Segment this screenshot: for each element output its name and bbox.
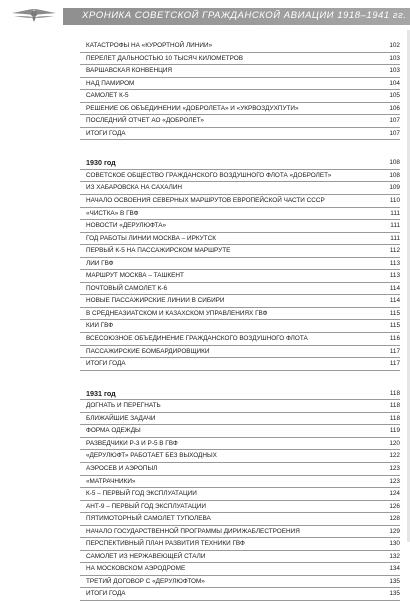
toc-entry	[80, 182, 400, 195]
toc-entry	[80, 270, 400, 283]
toc-entry-page: 115	[389, 322, 400, 330]
toc-entry-title: КИИ ГВФ	[86, 322, 114, 330]
toc-entry-title: «МАТРАЧНИКИ»	[86, 477, 136, 485]
toc-entry	[80, 40, 400, 53]
toc-entry	[80, 283, 400, 296]
toc-entry-page: 107	[389, 129, 400, 137]
toc-entry	[80, 53, 400, 66]
toc-entry-title: МАРШРУТ МОСКВА – ТАШКЕНТ	[86, 272, 184, 280]
toc-entry	[80, 308, 400, 321]
toc-entry-title: ИТОГИ ГОДА	[86, 590, 126, 598]
toc-entry-title: АЭРОСЕВ И АЭРОПЫЛ	[86, 464, 158, 472]
toc-entry-page: 107	[389, 117, 400, 125]
toc-entry-page: 124	[389, 490, 400, 498]
toc-entry-title: НОВОСТИ «ДЕРУЛЮФТА»	[86, 222, 167, 230]
toc-entry-title: БЛИЖАЙШИЕ ЗАДАЧИ	[86, 414, 156, 422]
toc-entry-title: ГОД РАБОТЫ ЛИНИИ МОСКВА – ИРКУТСК	[86, 234, 216, 242]
toc-entry-title: НАЧАЛО ГОСУДАРСТВЕННОЙ ПРОГРАММЫ ДИРИЖАБЛЕСТРОЕНИЯ	[86, 527, 300, 535]
toc-entry-title: ВСЕСОЮЗНОЕ ОБЪЕДИНЕНИЕ ГРАЖДАНСКОГО ВОЗДУШНОГО ФЛОТА	[86, 335, 308, 343]
toc-entry-title: РАЗВЕДЧИКИ Р-3 И Р-5 В ГВФ	[86, 439, 178, 447]
toc-entry-title: НАД ПАМИРОМ	[86, 79, 135, 87]
toc-entry	[80, 295, 400, 308]
toc-entry	[80, 65, 400, 78]
toc-entry	[80, 501, 400, 514]
toc-entry-page: 115	[389, 309, 400, 317]
toc-entry-title: ПОЧТОВЫЙ САМОЛЕТ К-6	[86, 284, 168, 292]
toc-entry-page: 113	[389, 259, 400, 267]
toc-entry-page: 113	[389, 272, 400, 280]
toc-entry	[80, 220, 400, 233]
toc-entry-page: 123	[389, 464, 400, 472]
toc-entry-page: 105	[389, 92, 400, 100]
toc-entry-title: ПЯТИМОТОРНЫЙ САМОЛЕТ ТУПОЛЕВА	[86, 515, 211, 523]
toc-entry-title: ИТОГИ ГОДА	[86, 360, 126, 368]
toc-entry-title: ПЕРСПЕКТИВНЫЙ ПЛАН РАЗВИТИЯ ТЕХНИКИ ГВФ	[86, 540, 245, 548]
toc-entry	[80, 538, 400, 551]
toc-entry-page: 128	[389, 515, 400, 523]
toc-entry-page: 106	[389, 104, 400, 112]
toc-entry	[80, 233, 400, 246]
toc-entry	[80, 588, 400, 601]
toc-entry	[80, 463, 400, 476]
toc-entry	[80, 563, 400, 576]
toc-entry-page: 135	[389, 590, 400, 598]
toc-entry	[80, 208, 400, 221]
aviation-wings-logo-icon	[10, 5, 58, 23]
toc-entry-title: САМОЛЕТ К-5	[86, 92, 129, 100]
toc-entry-title: «ЧИСТКА» В ГВФ	[86, 209, 139, 217]
section-heading-page: 108	[389, 159, 400, 167]
toc-entry	[80, 333, 400, 346]
toc-entry-page: 110	[389, 197, 400, 205]
toc-entry-title: НОВЫЕ ПАССАЖИРСКИЕ ЛИНИИ В СИБИРИ	[86, 297, 225, 305]
toc-entry	[80, 438, 400, 451]
toc-entry-title: ВАРШАВСКАЯ КОНВЕНЦИЯ	[86, 67, 173, 75]
section-heading-page: 118	[389, 389, 400, 397]
toc-entry-title: ИЗ ХАБАРОВСКА НА САХАЛИН	[86, 184, 183, 192]
toc-entry	[80, 513, 400, 526]
toc-entry-page: 114	[389, 297, 400, 305]
toc-entry-page: 117	[389, 347, 400, 355]
toc-entry	[80, 115, 400, 128]
toc-entry-page: 122	[389, 452, 400, 460]
toc-entry-title: ПЕРЕЛЕТ ДАЛЬНОСТЬЮ 10 ТЫСЯЧ КИЛОМЕТРОВ	[86, 54, 243, 62]
section-heading	[80, 157, 400, 170]
toc-entry-page: 112	[389, 247, 400, 255]
toc-entry-page: 114	[389, 284, 400, 292]
toc-entry-title: ПЕРВЫЙ К-5 НА ПАССАЖИРСКОМ МАРШРУТЕ	[86, 247, 231, 255]
toc-entry-title: К-5 – ПЕРВЫЙ ГОД ЭКСПЛУАТАЦИИ	[86, 490, 197, 498]
toc-entry	[80, 245, 400, 258]
toc-entry-title: ИТОГИ ГОДА	[86, 129, 126, 137]
toc-entry-title: ДОГНАТЬ И ПЕРЕГНАТЬ	[86, 402, 161, 410]
toc-entry-page: 135	[389, 577, 400, 585]
toc-entry	[80, 358, 400, 371]
toc-group-1929-continued	[80, 40, 400, 140]
toc-entry-page: 118	[389, 414, 400, 422]
running-title: ХРОНИКА СОВЕТСКОЙ ГРАЖДАНСКОЙ АВИАЦИИ 1918–1941 гг.	[82, 10, 407, 21]
toc-entry-page: 111	[390, 209, 400, 217]
section-gap	[80, 371, 400, 388]
toc-entry-page: 118	[389, 402, 400, 410]
toc-entry	[80, 195, 400, 208]
section-gap	[80, 140, 400, 157]
toc-entry-page: 111	[390, 222, 400, 230]
toc-entry-page: 116	[389, 335, 400, 343]
toc-entry-title: СОВЕТСКОЕ ОБЩЕСТВО ГРАЖДАНСКОГО ВОЗДУШНОГО ФЛОТА «ДОБРОЛЕТ»	[86, 171, 332, 179]
toc-entry	[80, 413, 400, 426]
toc-entry-page: 108	[389, 171, 400, 179]
section-heading-title: 1931 год	[86, 388, 116, 398]
toc-entry-title: ПАССАЖИРСКИЕ БОМБАРДИРОВЩИКИ	[86, 347, 210, 355]
toc-entry	[80, 258, 400, 271]
toc-entry-title: В СРЕДНЕАЗИАТСКОМ И КАЗАХСКОМ УПРАВЛЕНИЯХ ГВФ	[86, 309, 268, 317]
toc-entry	[80, 103, 400, 116]
toc-entry	[80, 90, 400, 103]
toc-entry-page: 117	[389, 360, 400, 368]
toc-entry-page: 120	[389, 439, 400, 447]
toc-entry-page: 129	[389, 527, 400, 535]
toc-entry	[80, 476, 400, 489]
toc-entry	[80, 551, 400, 564]
toc-entry-title: ТРЕТИЙ ДОГОВОР С «ДЕРУЛЮФТОМ»	[86, 577, 205, 585]
toc-entry-title: НА МОСКОВСКОМ АЭРОДРОМЕ	[86, 565, 186, 573]
toc-entry-title: «ДЕРУЛЮФТ» РАБОТАЕТ БЕЗ ВЫХОДНЫХ	[86, 452, 217, 460]
toc-entry	[80, 320, 400, 333]
toc-entry-page: 109	[389, 184, 400, 192]
toc-entry-page: 111	[390, 234, 400, 242]
toc-entry	[80, 128, 400, 141]
toc-entry	[80, 346, 400, 359]
toc-entry-title: АНТ-9 – ПЕРВЫЙ ГОД ЭКСПЛУАТАЦИИ	[86, 502, 206, 510]
toc-entry	[80, 576, 400, 589]
toc-entry	[80, 400, 400, 413]
toc-entry-page: 119	[389, 427, 400, 435]
toc-entry-page: 104	[389, 79, 400, 87]
toc-entry-title: ПОСЛЕДНИЙ ОТЧЕТ АО «ДОБРОЛЕТ»	[86, 117, 204, 125]
table-of-contents	[80, 40, 400, 601]
toc-entry-page: 126	[389, 502, 400, 510]
toc-entry-page: 123	[389, 477, 400, 485]
toc-entry-page: 130	[389, 540, 400, 548]
toc-entry	[80, 450, 400, 463]
toc-entry-title: ФОРМА ОДЕЖДЫ	[86, 427, 141, 435]
toc-entry-page: 103	[389, 67, 400, 75]
toc-entry	[80, 170, 400, 183]
toc-entry	[80, 425, 400, 438]
toc-entry-title: КАТАСТРОФЫ НА «КУРОРТНОЙ ЛИНИИ»	[86, 42, 213, 49]
toc-entry-title: ЛИИ ГВФ	[86, 259, 114, 267]
toc-entry-page: 134	[389, 565, 400, 573]
toc-entry-page: 132	[389, 552, 400, 560]
toc-section-1931	[80, 388, 400, 601]
toc-entry	[80, 488, 400, 501]
toc-entry	[80, 78, 400, 91]
section-heading-title: 1930 год	[86, 158, 116, 168]
toc-entry-title: САМОЛЕТ ИЗ НЕРЖАВЕЮЩЕЙ СТАЛИ	[86, 552, 206, 560]
toc-entry	[80, 526, 400, 539]
toc-entry-page: 103	[389, 54, 400, 62]
toc-entry-title: НАЧАЛО ОСВОЕНИЯ СЕВЕРНЫХ МАРШРУТОВ ЕВРОПЕЙСКОЙ ЧАСТИ СССР	[86, 197, 325, 205]
toc-entry-title: РЕШЕНИЕ ОБ ОБЪЕДИНЕНИИ «ДОБРОЛЕТА» И «УКРВОЗДУХПУТИ»	[86, 104, 299, 112]
toc-entry-page: 102	[389, 42, 400, 49]
page-header	[0, 0, 410, 30]
section-heading	[80, 388, 400, 401]
toc-section-1930	[80, 157, 400, 370]
